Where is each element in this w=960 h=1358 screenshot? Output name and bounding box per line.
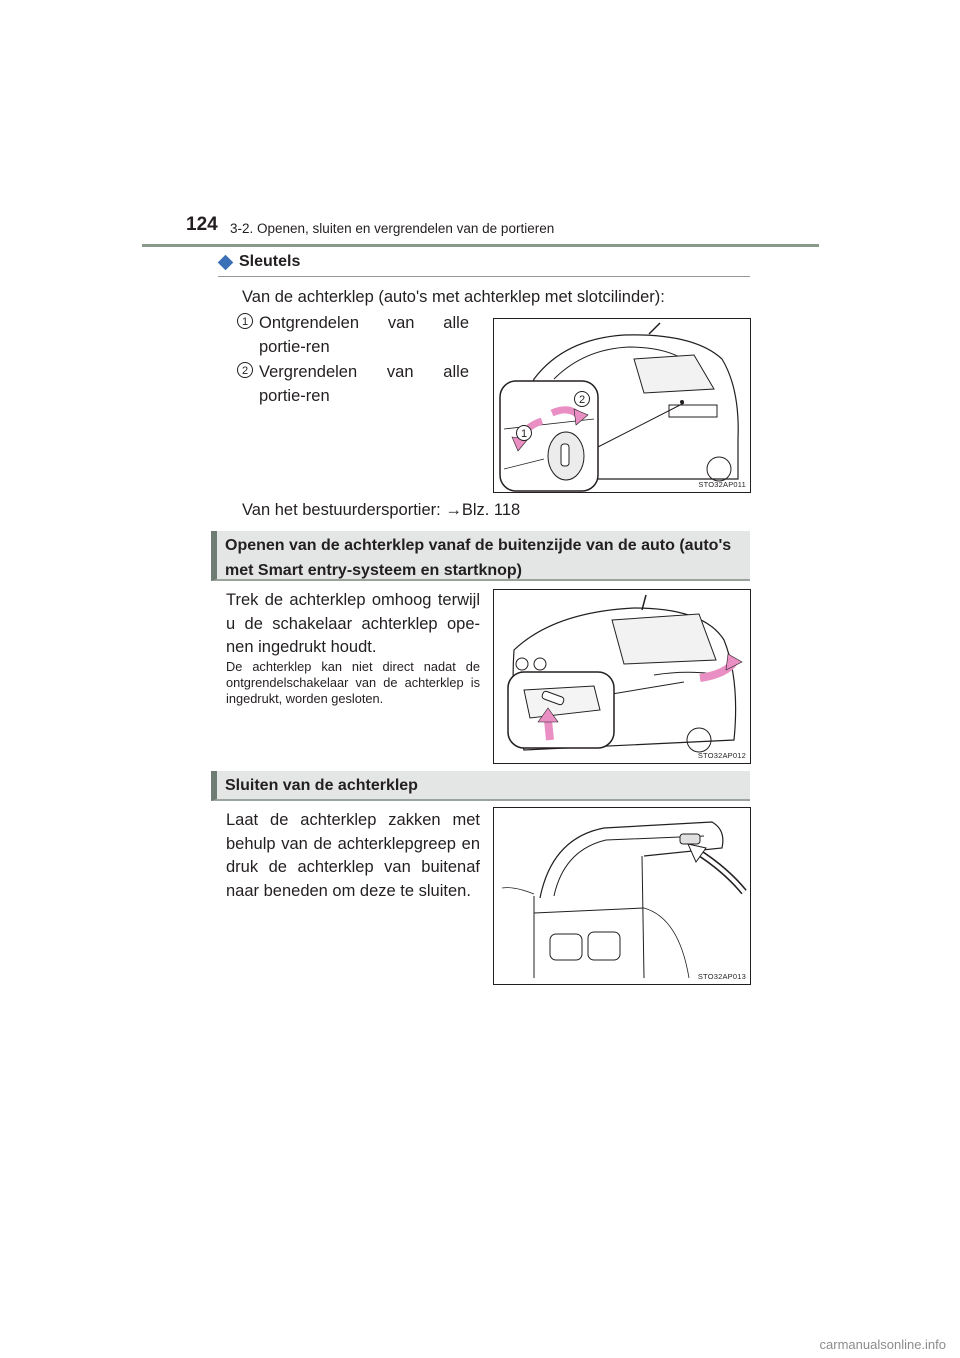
keys-heading-label: Sleutels xyxy=(239,253,301,270)
reference-page-link[interactable]: Blz. 118 xyxy=(461,501,521,519)
car-rear-switch-illustration xyxy=(494,590,750,763)
open-section-heading: Openen van de achterklep vanaf de buitenzijde van de auto (auto's met Smart entry-systeem en startknop) xyxy=(211,531,750,581)
figure-code: STO32AP011 xyxy=(698,480,746,489)
figure-key-cylinder xyxy=(493,318,751,493)
keys-heading xyxy=(218,253,300,271)
figure-code: STO32AP013 xyxy=(697,972,746,981)
figure-callout: 1 xyxy=(516,425,532,441)
step-number: 2 xyxy=(237,362,253,378)
reference-text: Van het bestuurdersportier: xyxy=(242,501,446,519)
driver-door-reference xyxy=(242,498,520,522)
figure-close-tailgate xyxy=(493,807,751,985)
header-divider xyxy=(142,244,819,247)
open-section-note: De achterklep kan niet direct nadat de ontgrendelschakelaar van de achterklep is ingedrukt, worden gesloten. xyxy=(226,659,480,706)
figure-callout: 2 xyxy=(574,391,590,407)
figure-code: STO32AP012 xyxy=(697,751,746,760)
figure-opener-switch xyxy=(493,589,751,764)
page-number: 124 xyxy=(186,214,218,235)
section-title: 3-2. Openen, sluiten en vergrendelen van de portieren xyxy=(230,221,555,236)
reference-arrow-icon: → xyxy=(445,501,462,519)
close-section-heading: Sluiten van de achterklep xyxy=(211,771,750,801)
step-text: Ontgrendelen van alle portie-ren xyxy=(259,314,469,356)
open-section-body: Trek de achterklep omhoog terwijl u de schakelaar achterklep ope-nen ingedrukt houdt. xyxy=(226,591,480,656)
close-section-body: Laat de achterklep zakken met behulp van de achterklepgreep en druk de achterklep van buitenaf naar beneden om deze te sluiten. xyxy=(226,811,480,900)
car-rear-key-illustration xyxy=(494,319,750,492)
diamond-bullet-icon xyxy=(218,254,234,270)
keys-intro: Van de achterklep (auto's met achterklep met slotcilinder): xyxy=(242,288,665,306)
open-tailgate-illustration xyxy=(494,808,750,984)
footer-watermark[interactable]: carmanualsonline.info xyxy=(819,1337,946,1352)
keys-heading-rule xyxy=(218,276,750,277)
step-number: 1 xyxy=(237,313,253,329)
step-text: Vergrendelen van alle portie-ren xyxy=(259,363,469,405)
